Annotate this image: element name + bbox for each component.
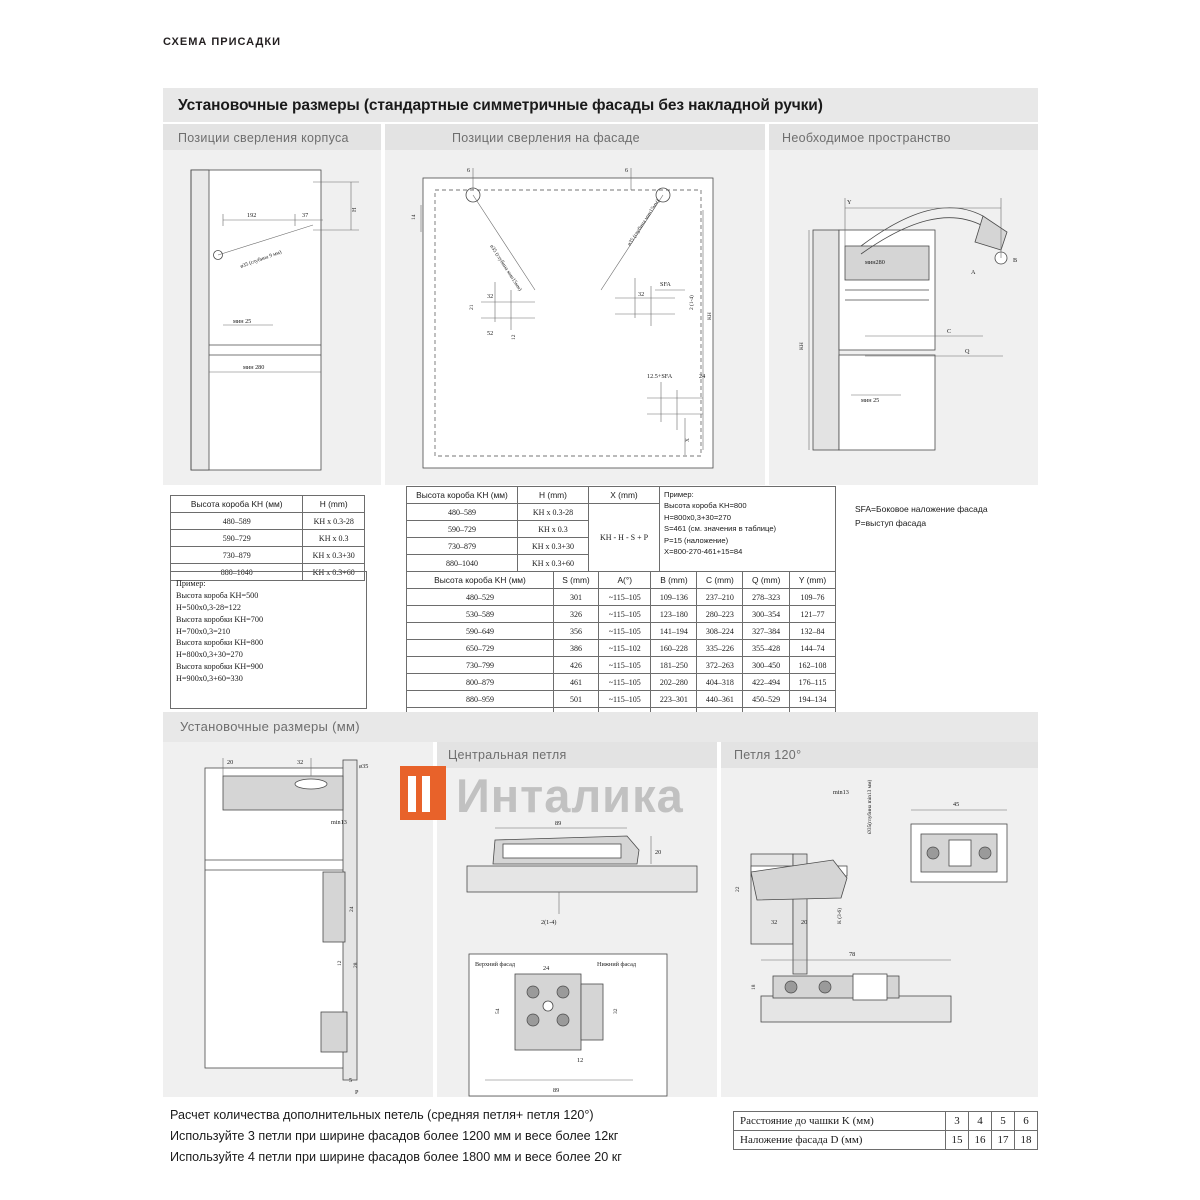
svg-text:ø35: ø35 bbox=[359, 763, 369, 770]
table-hx bbox=[406, 486, 836, 572]
svg-text:Y: Y bbox=[847, 199, 852, 206]
svg-text:мин 280: мин 280 bbox=[243, 364, 265, 371]
table-cell: 327–384 bbox=[743, 623, 790, 640]
svg-text:min13: min13 bbox=[331, 819, 347, 826]
example-line: H=500x0,3-28=122 bbox=[176, 602, 241, 612]
table-row bbox=[407, 623, 836, 640]
svg-text:B: B bbox=[1013, 257, 1018, 264]
svg-text:12: 12 bbox=[511, 334, 517, 340]
table-cell: ~115–105 bbox=[599, 589, 651, 606]
table-cell: 480–589 bbox=[407, 504, 518, 521]
svg-text:Ø35(глубина min13 мм): Ø35(глубина min13 мм) bbox=[867, 779, 873, 834]
svg-text:C: C bbox=[947, 328, 952, 335]
table-cell: 372–263 bbox=[697, 657, 743, 674]
svg-text:192: 192 bbox=[247, 212, 257, 219]
panel3-label: Необходимое пространство bbox=[782, 131, 951, 145]
svg-text:22: 22 bbox=[735, 886, 741, 892]
example-line: H=700x0,3=210 bbox=[176, 626, 231, 636]
table-cell: 461 bbox=[553, 674, 598, 691]
table-cell: 480–529 bbox=[407, 589, 554, 606]
table-cell: ~115–105 bbox=[599, 674, 651, 691]
svg-text:24: 24 bbox=[543, 965, 550, 972]
footer-line-1: Расчет количества дополнительных петель (средняя петля+ петля 120°) bbox=[170, 1108, 594, 1122]
hinge-120-drawing bbox=[721, 768, 1038, 1097]
table-s bbox=[406, 571, 836, 725]
svg-text:14: 14 bbox=[411, 214, 417, 220]
table-cell: KH x 0.3+30 bbox=[303, 547, 365, 564]
table-cell: 326 bbox=[553, 606, 598, 623]
legend-line-1: SFA=Боковое наложение фасада bbox=[855, 504, 988, 514]
table-cell: 194–134 bbox=[789, 691, 835, 708]
table-cell: ~115–105 bbox=[599, 606, 651, 623]
table-header-cell: Высота коробa KH (мм) bbox=[407, 572, 554, 589]
table-row bbox=[407, 606, 836, 623]
table-cell: 141–194 bbox=[651, 623, 697, 640]
svg-text:20: 20 bbox=[801, 919, 808, 926]
table-row bbox=[407, 589, 836, 606]
svg-text:2(1-4): 2(1-4) bbox=[541, 919, 557, 926]
svg-text:89: 89 bbox=[553, 1087, 560, 1094]
table-cell: 16 bbox=[969, 1131, 992, 1150]
table-header-row bbox=[171, 496, 365, 513]
bottom-panel2-label: Центральная петля bbox=[448, 748, 567, 762]
facade-drilling-drawing bbox=[385, 150, 765, 485]
table-cell: 590–649 bbox=[407, 623, 554, 640]
example-line: H=900x0,3+60=330 bbox=[176, 674, 243, 684]
table-cell: 109–76 bbox=[789, 589, 835, 606]
svg-text:мин280: мин280 bbox=[865, 259, 885, 266]
svg-text:X: X bbox=[685, 438, 691, 442]
table-cell: 308–224 bbox=[697, 623, 743, 640]
bottom-panel1-label: Установочные размеры (мм) bbox=[180, 719, 360, 734]
panel2-label: Позиции сверления на фасаде bbox=[452, 131, 640, 145]
table-cell: 123–180 bbox=[651, 606, 697, 623]
svg-text:6: 6 bbox=[625, 167, 629, 174]
svg-text:32: 32 bbox=[487, 293, 494, 300]
table-cell: 426 bbox=[553, 657, 598, 674]
table-row-label: Расстояние до чашки K (мм) bbox=[734, 1112, 946, 1131]
table-cell: 650–729 bbox=[407, 640, 554, 657]
table-cell: 237–210 bbox=[697, 589, 743, 606]
table-cell: 176–115 bbox=[789, 674, 835, 691]
svg-text:min13: min13 bbox=[833, 789, 849, 796]
table-cell: 280–223 bbox=[697, 606, 743, 623]
table-cell: 404–318 bbox=[697, 674, 743, 691]
table-row bbox=[171, 513, 365, 530]
table-cell: KH x 0.3-28 bbox=[303, 513, 365, 530]
table-row bbox=[734, 1112, 1038, 1131]
table-cell: 386 bbox=[553, 640, 598, 657]
table-h bbox=[170, 495, 365, 581]
table-header-cell: X (mm) bbox=[589, 487, 660, 504]
table-cell: 162–108 bbox=[789, 657, 835, 674]
table-header-cell: Y (mm) bbox=[789, 572, 835, 589]
table-cell: 17 bbox=[992, 1131, 1015, 1150]
table-header-cell: Высота коробa KH (мм) bbox=[171, 496, 303, 513]
table-header-cell: B (mm) bbox=[651, 572, 697, 589]
svg-text:KH: KH bbox=[707, 312, 713, 320]
table-cell: 202–280 bbox=[651, 674, 697, 691]
table-cell: 18 bbox=[1015, 1131, 1038, 1150]
example-line: H=800x0,3+30=270 bbox=[176, 650, 243, 660]
page-title: СХЕМА ПРИСАДКИ bbox=[163, 36, 281, 48]
required-space-drawing bbox=[769, 150, 1038, 485]
svg-text:мин 25: мин 25 bbox=[861, 397, 880, 404]
main-title: Установочные размеры (стандартные симметричные фасады без накладной ручки) bbox=[178, 97, 823, 114]
table-cell: 144–74 bbox=[789, 640, 835, 657]
table-cell: 5 bbox=[992, 1112, 1015, 1131]
table-cell: 223–301 bbox=[651, 691, 697, 708]
table-cell: 121–77 bbox=[789, 606, 835, 623]
panel1-label: Позиции сверления корпуса bbox=[178, 131, 349, 145]
svg-text:21: 21 bbox=[469, 304, 475, 310]
table-cell: ~115–102 bbox=[599, 640, 651, 657]
svg-text:6: 6 bbox=[467, 167, 471, 174]
table-cell: ~115–105 bbox=[599, 623, 651, 640]
table-cell: 880–1040 bbox=[407, 555, 518, 572]
svg-text:K (3-6): K (3-6) bbox=[837, 907, 843, 924]
watermark-text: Инталика bbox=[456, 769, 684, 822]
table-note-cell: Пример: Высота коробa KH=800 H=800x0,3+30=270 S=461 (см. значения в таблице) P=15 (наложение) X=800-270-461+15=84 bbox=[660, 487, 836, 572]
corpus-drilling-drawing bbox=[163, 150, 381, 485]
legend-line-2: P=выступ фасада bbox=[855, 517, 927, 528]
table-cell: 590–729 bbox=[407, 521, 518, 538]
table-row bbox=[407, 674, 836, 691]
svg-text:12.5+SFA: 12.5+SFA bbox=[647, 373, 673, 380]
table-cell: 132–84 bbox=[789, 623, 835, 640]
table-header-cell: C (mm) bbox=[697, 572, 743, 589]
table-cell: 300–354 bbox=[743, 606, 790, 623]
table-header-cell: A(°) bbox=[599, 572, 651, 589]
svg-text:24: 24 bbox=[349, 906, 355, 912]
svg-text:45: 45 bbox=[953, 801, 960, 808]
table-cell: KH x 0.3+30 bbox=[518, 538, 589, 555]
table-row bbox=[171, 547, 365, 564]
example-line: Высота коробa KH=500 bbox=[176, 590, 259, 600]
central-hinge-drawing bbox=[437, 768, 717, 1097]
example-line: Пример: bbox=[176, 579, 206, 588]
svg-text:H: H bbox=[351, 207, 358, 212]
table-cell: 730–799 bbox=[407, 657, 554, 674]
svg-text:37: 37 bbox=[302, 212, 309, 219]
table-cell: 440–361 bbox=[697, 691, 743, 708]
table-row bbox=[407, 640, 836, 657]
svg-text:28: 28 bbox=[353, 962, 359, 968]
svg-text:12: 12 bbox=[337, 960, 343, 966]
table-cell: 590–729 bbox=[171, 530, 303, 547]
table-cell: 6 bbox=[1015, 1112, 1038, 1131]
table-row bbox=[407, 657, 836, 674]
table-cell: KH x 0.3+60 bbox=[303, 564, 365, 581]
table-cell: 181–250 bbox=[651, 657, 697, 674]
svg-text:2 (1-4): 2 (1-4) bbox=[689, 295, 695, 310]
footer-line-3: Используйте 4 петли при ширине фасадов более 1800 мм и весе более 20 кг bbox=[170, 1149, 622, 1164]
svg-text:ø35 (глубина мин15мм): ø35 (глубина мин15мм) bbox=[626, 198, 662, 248]
table-header-cell: Высота коробa KH (мм) bbox=[407, 487, 518, 504]
svg-text:18: 18 bbox=[751, 984, 757, 990]
example-line: Высота коробки KH=900 bbox=[176, 662, 264, 672]
table-cell: 730–879 bbox=[407, 538, 518, 555]
table-row-label: Наложение фасада D (мм) bbox=[734, 1131, 946, 1150]
table-cell: KH x 0.3+60 bbox=[518, 555, 589, 572]
svg-text:52: 52 bbox=[487, 330, 494, 337]
svg-text:12: 12 bbox=[577, 1057, 584, 1064]
table-cell-x: KH - H - S + P bbox=[589, 504, 660, 572]
svg-text:A: A bbox=[971, 269, 976, 276]
svg-text:32: 32 bbox=[771, 919, 778, 926]
table-header-cell: H (mm) bbox=[518, 487, 589, 504]
svg-text:ø35 (глубина мин15мм): ø35 (глубина мин15мм) bbox=[488, 243, 523, 293]
example-line: Высота коробки KH=700 bbox=[176, 614, 264, 624]
example-box-border bbox=[170, 571, 367, 709]
svg-text:Q: Q bbox=[965, 348, 970, 355]
table-cell: 4 bbox=[969, 1112, 992, 1131]
svg-text:SFA: SFA bbox=[660, 281, 671, 288]
table-cell: 422–494 bbox=[743, 674, 790, 691]
svg-text:78: 78 bbox=[849, 951, 856, 958]
table-cell: 355–428 bbox=[743, 640, 790, 657]
table-cell: ~115–105 bbox=[599, 657, 651, 674]
table-cell: 450–529 bbox=[743, 691, 790, 708]
svg-text:89: 89 bbox=[555, 820, 562, 827]
svg-text:20: 20 bbox=[227, 759, 234, 766]
table-cell: 356 bbox=[553, 623, 598, 640]
table-cell: 530–589 bbox=[407, 606, 554, 623]
legend-block bbox=[855, 503, 988, 530]
svg-text:32: 32 bbox=[613, 1008, 619, 1014]
table-cell: 730–879 bbox=[171, 547, 303, 564]
table-cell: 109–136 bbox=[651, 589, 697, 606]
table-cell: 300–450 bbox=[743, 657, 790, 674]
table-row bbox=[734, 1131, 1038, 1150]
svg-text:Верхний фасад: Верхний фасад bbox=[475, 961, 516, 968]
table-cell: 880–1040 bbox=[171, 564, 303, 581]
table-cell: KH x 0.3 bbox=[303, 530, 365, 547]
table-cell: KH x 0.3 bbox=[518, 521, 589, 538]
table-header-row bbox=[407, 487, 836, 504]
table-row bbox=[407, 691, 836, 708]
table-cell: 301 bbox=[553, 589, 598, 606]
svg-text:KH: KH bbox=[799, 342, 805, 350]
table-header-cell: Q (mm) bbox=[743, 572, 790, 589]
table-cell: 501 bbox=[553, 691, 598, 708]
svg-text:32: 32 bbox=[638, 291, 645, 298]
table-cell: 800–879 bbox=[407, 674, 554, 691]
table-cell: 3 bbox=[946, 1112, 969, 1131]
example-line: Высота коробки KH=800 bbox=[176, 638, 264, 648]
install-dimensions-drawing bbox=[163, 742, 433, 1097]
footer-line-2: Используйте 3 петли при ширине фасадов более 1200 мм и весе более 12кг bbox=[170, 1128, 619, 1143]
table-cell: 880–959 bbox=[407, 691, 554, 708]
table-cell: 335–226 bbox=[697, 640, 743, 657]
table-cell: 160–228 bbox=[651, 640, 697, 657]
footer-notes bbox=[170, 1105, 622, 1167]
table-header-cell: H (mm) bbox=[303, 496, 365, 513]
table-cell: 15 bbox=[946, 1131, 969, 1150]
svg-text:ø35 (глубина 9 мм): ø35 (глубина 9 мм) bbox=[239, 249, 283, 270]
svg-text:Нижний фасад: Нижний фасад bbox=[597, 961, 637, 968]
table-row bbox=[171, 530, 365, 547]
table-header-cell: S (mm) bbox=[553, 572, 598, 589]
bottom-panel3-label: Петля 120° bbox=[734, 748, 802, 762]
svg-text:5: 5 bbox=[349, 1077, 353, 1084]
table-k bbox=[733, 1111, 1038, 1150]
table-cell: 278–323 bbox=[743, 589, 790, 606]
table-cell: 480–589 bbox=[171, 513, 303, 530]
table-header-row bbox=[407, 572, 836, 589]
svg-text:мин 25: мин 25 bbox=[233, 318, 252, 325]
svg-text:54: 54 bbox=[495, 1008, 501, 1014]
table-cell: KH x 0.3-28 bbox=[518, 504, 589, 521]
svg-text:20: 20 bbox=[655, 849, 662, 856]
svg-text:P: P bbox=[355, 1089, 359, 1096]
svg-text:24: 24 bbox=[699, 373, 706, 380]
svg-text:32: 32 bbox=[297, 759, 304, 766]
table-cell: ~115–105 bbox=[599, 691, 651, 708]
